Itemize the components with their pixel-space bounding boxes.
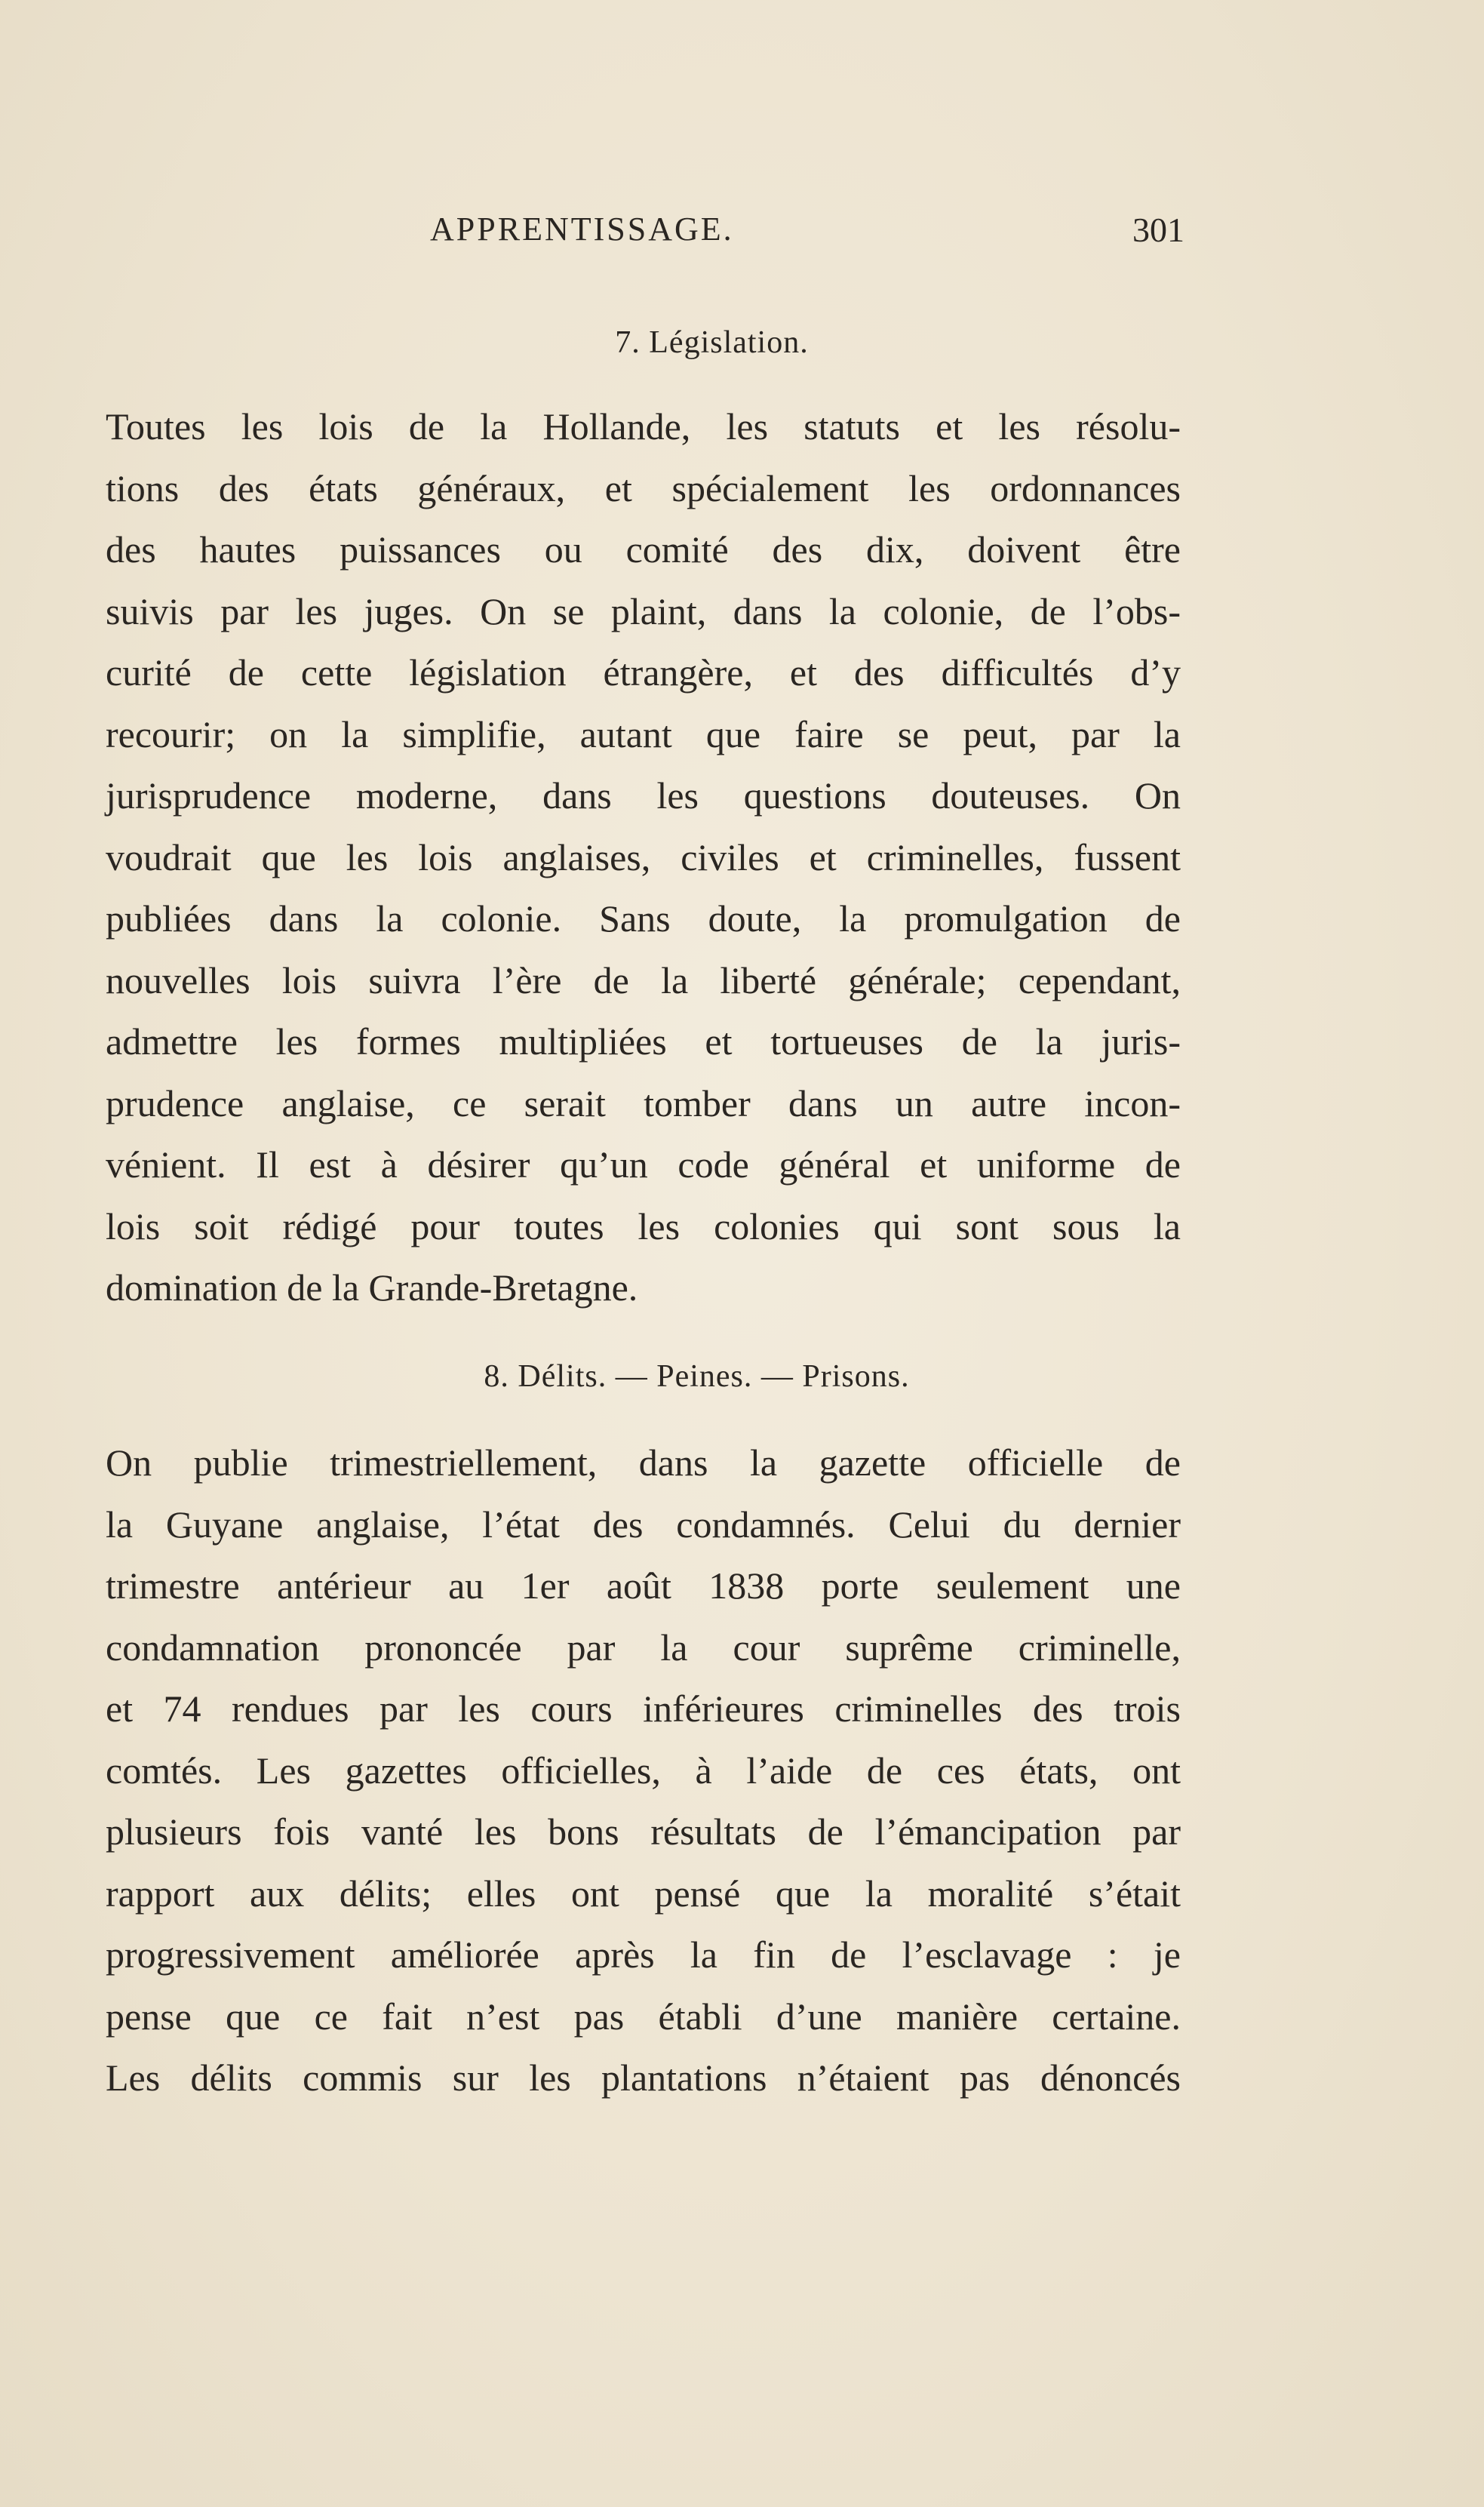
text-line: curité de cette législation étrangère, et des difficultés d’y bbox=[106, 651, 1181, 694]
text-line: trimestre antérieur au 1er août 1838 porte seulement une bbox=[106, 1564, 1181, 1607]
text-line: vénient. Il est à désirer qu’un code général et uniforme de bbox=[106, 1143, 1181, 1186]
text-line: lois soit rédigé pour toutes les colonies qui sont sous la bbox=[106, 1204, 1181, 1247]
text-line: comtés. Les gazettes officielles, à l’aide de ces états, ont bbox=[106, 1749, 1181, 1792]
text-line: progressivement améliorée après la fin de l’esclavage : je bbox=[106, 1933, 1181, 1976]
text-line: publiées dans la colonie. Sans doute, la promulgation de bbox=[106, 897, 1181, 940]
running-head: APPRENTISSAGE. bbox=[430, 211, 734, 248]
paragraph-delits bbox=[106, 1432, 1181, 2109]
text-line: recourir; on la simplifie, autant que faire se peut, par la bbox=[106, 712, 1181, 755]
text-line: rapport aux délits; elles ont pensé que la moralité s’était bbox=[106, 1872, 1181, 1915]
text-line: Toutes les lois de la Hollande, les statuts et les résolu- bbox=[106, 405, 1181, 448]
text-line: domination de la Grande-Bretagne. bbox=[106, 1266, 638, 1309]
text-line: voudrait que les lois anglaises, civiles et criminelles, fussent bbox=[106, 835, 1181, 878]
section-heading-legislation: 7. Législation. bbox=[615, 325, 809, 360]
paragraph-legislation bbox=[106, 396, 1181, 1319]
text-line: des hautes puissances ou comité des dix, doivent être bbox=[106, 528, 1181, 571]
text-line: condamnation prononcée par la cour suprême criminelle, bbox=[106, 1626, 1181, 1669]
section-heading-delits: 8. Délits. — Peines. — Prisons. bbox=[484, 1359, 910, 1394]
text-line: et 74 rendues par les cours inférieures criminelles des trois bbox=[106, 1687, 1181, 1730]
text-line: tions des états généraux, et spécialement les ordonnances bbox=[106, 466, 1181, 509]
text-line: jurisprudence moderne, dans les questions douteuses. On bbox=[106, 774, 1181, 817]
text-line: Les délits commis sur les plantations n’étaient pas dénoncés bbox=[106, 2056, 1181, 2099]
text-line: la Guyane anglaise, l’état des condamnés. Celui du dernier bbox=[106, 1503, 1181, 1546]
text-line: On publie trimestriellement, dans la gazette officielle de bbox=[106, 1441, 1181, 1484]
text-line: prudence anglaise, ce serait tomber dans un autre incon- bbox=[106, 1081, 1181, 1124]
text-line: pense que ce fait n’est pas établi d’une manière certaine. bbox=[106, 1995, 1181, 2038]
text-line: admettre les formes multipliées et tortueuses de la juris- bbox=[106, 1020, 1181, 1063]
page-number: 301 bbox=[1132, 211, 1184, 249]
text-line: suivis par les juges. On se plaint, dans la colonie, de l’obs- bbox=[106, 589, 1181, 632]
text-line: nouvelles lois suivra l’ère de la liberté générale; cependant, bbox=[106, 958, 1181, 1001]
page-header bbox=[106, 210, 1184, 255]
text-line: plusieurs fois vanté les bons résultats de l’émancipation par bbox=[106, 1810, 1181, 1853]
